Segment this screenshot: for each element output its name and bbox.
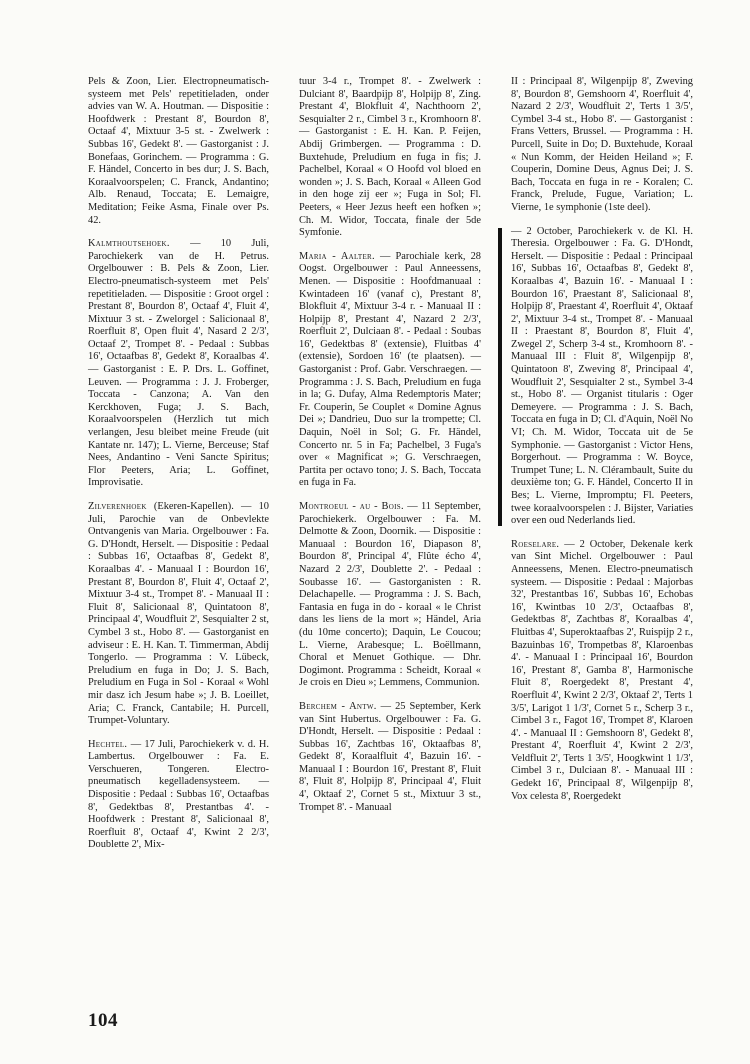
paragraph-text: — 11 September, Parochiekerk. Orgelbouwer : Fa. M. Delmotte & Zoon, Doornik. — Dispositie : Manuaal : Bourdon 16', Diapason 8', Bourdon 8', Principal 4', Flûte écho 4', Nazard 2 2/3', Doublette 2'. - Pedaal : Soubasse 16'. — Gastorganisten : R. Delachapelle. — Programma : J. S. Bach, Fantasia en fuga in do - koraal « le Christ dans les liens de la mort »; Händel, Aria (du 10me concerto); Daquin, Le Coucou; L. Vierne, Arabesque; L. Boëllmann, Choral et Menuet Gothique. — Dhr. Dogimont. Programma : Scheidt, Koraal « Je crois en Dieu »; Lemmens, Communion.	[299, 501, 481, 689]
paragraph	[88, 238, 269, 490]
paragraph-text: — Parochiale kerk, 28 Oogst. Orgelbouwer : Paul Anneessens, Menen. — Dispositie : Hoofdmanuaal : Kwintadeen 16' (vanaf c), Prestant 8', Blokfluit 4', Mixtuur 3-4 r. - Manuaal II : Holpijp 8', Prestant 4', Nazard 2 2/3', Roerfluit 2', Dulciaan 8'. - Pedaal : Soubas 16', Gedektbas 8' (extensie), Fluitbas 4' (extensie), Sordoen 16' (te plaatsen). — Gastorganist : Prof. Gabr. Verschraegen. — Programma : J. S. Bach, Preludium en fuga in la; G. Dufay, Alma Redemptoris Mater; Fr. Couperin, 5e Couplet « Domine Agnus Dei »; Dandrieu, Duo sur la trompette; Cl. Daquin, Noël in Sol; G. Fr. Händel, Concerto nr. 5 in Fa; Pachelbel, 3 Fuga's over « Magnificat »; G. Verschraegen, Partita per octavo tono; J. S. Bach, Toccata en fuga in Fa.	[299, 250, 481, 489]
text-column-1	[88, 76, 269, 863]
paragraph-text: — 10 Juli, Parochiekerk van de H. Petrus. Orgelbouwer : B. Pels & Zoon, Lier. Electro-pneumatisch-systeem met Pels' repetitieladen. — Dispositie : Groot orgel : Prestant 8', Bourdon 8', Octaaf 4', Fluit 4', Mixtuur 3 st. - Zwelorgel : Salicionaal 8', Roerfluit 8', Open fluit 4', Nasard 2 2/3', Octaaf 2', Trompet 8'. - Pedaal : Subbas 16', Octaafbas 8', Gedekt 8', Koraalbas 4'. — Gastorganist : E. P. Drs. L. Goffinet, Leuven. — Programma : J. J. Froberger, Toccata - Canzona; A. Van den Kerckhoven, Fuga; J. S. Bach, Koraalvoorspelen (Herzlich tut mich verlangen, Jesu bleibet meine Freude (uit Kantate nr. 147); L. Vierne, Berceuse; Staf Nees, Andantino - Veni Sancte Spiritus; Flor Peeters, Aria; L. Goffinet, Improvisatie.	[88, 238, 269, 489]
paragraph	[299, 76, 481, 240]
paragraph	[88, 76, 269, 227]
entry-title: Roeselare.	[511, 538, 560, 550]
entry-title: Berchem - Antw.	[299, 700, 377, 712]
page-number: 104	[88, 1010, 118, 1031]
paragraph-text: (Ekeren-Kapellen). — 10 Juli, Parochie van de Onbevlekte Ontvangenis van Maria. Orgelbouwer : Fa. G. D'Hondt, Herselt. — Dispositie : Pedaal : Subbas 16', Octaafbas 8', Gedekt 8', Koraalbas 4'. - Manuaal I : Bourdon 16', Prestant 8', Bourdon 8', Fluit 4', Octaaf 2', Mixtuur 3-4 st., Trompet 8'. - Manuaal II : Fluit 8', Salicionaal 8', Quintatoon 8', Principaal 4', Woudfluit 2', Sesquialter 2 st, Cymbel 3 st., Hobo 8'. — Gastorganist en adviseur : E. H. Kan. T. Timmerman, Abdij Tongerlo. — Programma : V. Lübeck, Preludium en fuga in Do; J. S. Bach, Preludium en Fuga in Sol - Koraal « Wohl mir dasz ich Jesum habe »; J. B. Loeillet, Aria; C. Franck, Cantabile; H. Purcell, Trumpet-Voluntary.	[88, 501, 269, 727]
paragraph-text: — 2 October, Parochiekerk v. de Kl. H. Theresia. Orgelbouwer : Fa. G. D'Hondt, Herselt. — Dispositie : Pedaal : Principaal 16', Subbas 16', Octaafbas 8', Gedekt 8', Koraalbas 4', Bazuin 16'. - Manuaal I : Bourdon 16', Praestant 8', Salicionaal 8', Holpijp 8', Praestant 4', Roerfluit 4', Oktaaf 2', Mixtuur 3-4 st., Trompet 8'. - Manuaal II : Praestant 8', Bourdon 8', Fluit 4', Zwegel 2', Scherp 3-4 st., Kromhoorn 8'. - Manuaal III : Fluit 8', Wilgenpijp 8', Quintatoon 8', Zweving 8', Principaal 4', Woudfluit 2', Sesquialter 2 st., Symbel 3-4 st., Hobo 8'. — Organist titularis : Oger Demeyere. — Programma : J. S. Bach, Toccata en fuga in D; Cl. d'Aquin, Noël No VI; Ch. M. Widor, Toccata uit de 5e Symphonie. — Gastorganist : Victor Hens, Borgerhout. — Programma : W. Boyce, Trumpet Tune; L. N. Clérambault, Suite du deuxième ton; G. F. Händel, Concerto II in Bes; L. Vierne, Impromptu; Fl. Peeters, twee koraalvoorspelen : J. Bijster, Variaties over een oud Nederlands lied.	[511, 225, 693, 527]
paragraph-text: tuur 3-4 r., Trompet 8'. - Zwelwerk : Dulciant 8', Baardpijp 8', Holpijp 8', Zing. Prestant 4', Blokfluit 4', Nachthoorn 2', Sesquialter 2 r., Cimbel 3 r., Kromhoorn 8'. — Gastorganist : E. H. Kan. P. Feijen, Abdij Grimbergen. — Programma : D. Buxtehude, Preludium en fuga in fis; J. Pachelbel, Koraal « O Hoofd vol bloed en wonden »; J. S. Bach, Koraal « Alleen God in den hoge zij eer »; Fuga in Sol; Fl. Peeters, « Heer Jezus heeft een hofken »; Ch. M. Widor, Toccata, finale der 5de Symfonie.	[299, 76, 481, 239]
paragraph-text: Pels & Zoon, Lier. Electropneumatisch-systeem met Pels' repetitieladen, onder advies van W. A. Houtman. — Dispositie : Hoofdwerk : Prestant 8', Bourdon 8', Octaaf 4', Mixtuur 3-5 st. - Zwelwerk : Subbas 16', Gedekt 8'. — Gastorganist : J. Bonefaas, Gorinchem. — Programma : G. F. Händel, Concerto in bes dur; J. S. Bach, Koraalvoorspelen; C. Franck, Andantino; Alb. Renaud, Toccata; E. Lemaigre, Meditation; Feike Asma, Finale over Ps. 42.	[88, 76, 269, 226]
paragraph-text: — 17 Juli, Parochiekerk v. d. H. Lambertus. Orgelbouwer : Fa. E. Verschueren, Tongeren. Electro-pneumatisch kegelladensysteem. — Dispositie : Pedaal : Subbas 16', Octaafbas 8', Gedektbas 8', Prestantbas 4'. - Hoofdwerk : Prestant 8', Salicionaal 8', Roerfluit 8', Octaaf 4', Kwint 2 2/3', Doublette 2', Mix-	[88, 738, 269, 851]
paragraph	[88, 739, 269, 852]
entry-title: Maria - Aalter.	[299, 250, 375, 262]
entry-title: Montroeul - au - Bois.	[299, 501, 404, 512]
marked-paragraph	[511, 226, 693, 528]
text-column-2	[299, 76, 481, 825]
paragraph-text: — 25 September, Kerk van Sint Hubertus. Orgelbouwer : Fa. G. D'Hondt, Herselt. — Dispositie : Pedaal : Subbas 16', Zachtbas 16', Oktaafbas 8', Gedekt 8', Koraalfluit 4', Bazuin 16'. - Manuaal I : Bourdon 16', Prestant 8', Fluit 8', Fluit 8', Holpijp 8', Principaal 4', Fluit 4', Oktaaf 2', Cornet 5 st., Mixtuur 3 st., Trompet 8'. - Manuaal	[299, 700, 481, 813]
entry-title: Hechtel.	[88, 738, 128, 750]
paragraph-text: — 2 October, Dekenale kerk van Sint Michel. Orgelbouwer : Paul Anneessens, Menen. Electro-pneumatisch systeem. — Dispositie : Pedaal : Majorbas 32', Prestantbas 16', Subbas 16', Echobas 16', Kwintbas 10 2/3', Octaafbas 8', Gedektbas 8', Zachtbas 8', Koraalbas 4', Fluitbas 4', Superoktaafbas 2', Ruispijp 2 r., Bazuinbas 16', Trompetbas 8', Klaroenbas 4'. - Manuaal I : Principaal 16', Bourdon 16', Prestant 8', Gamba 8', Harmonische Fluit 8', Roergedekt 8', Prestant 4', Roerfluit 4', Kwint 2 2/3', Oktaaf 2', Terts 1 3/5', Larigot 1 1/3', Cornet 5 r., Scherp 3 r., Cimbel 3 r., Fagot 16', Trompet 8', Klaroen 4'. - Manuaal II : Gemshoorn 8', Gedekt 8', Prestant 4', Roerfluit 4', Kwint 2 2/3', Veldfluit 2', Terts 1 3/5', Hoogkwint 1 1/3', Cimbel 3 r., Dulciaan 8'. - Manuaal III : Gedekt 16', Principaal 8', Wilgenpijp 8', Vox celesta 8', Roergedekt	[511, 538, 693, 802]
paragraph	[299, 701, 481, 814]
entry-title: Zilverenhoek	[88, 501, 147, 512]
paragraph	[88, 501, 269, 728]
paragraph	[299, 251, 481, 490]
paragraph-text: II : Principaal 8', Wilgenpijp 8', Zweving 8', Bourdon 8', Gemshoorn 4', Roerfluit 4', Nazard 2 2/3', Woudfluit 2', Terts 1 3/5', Cymbel 3-4 st., Hobo 8'. — Gastorganist : Frans Vetters, Brussel. — Programma : H. Purcell, Suite in Do; D. Buxtehude, Koraal « Nun Komm, der Heiden Heiland »; F. Couperin, Domine Deus, Agnus Dei; J. S. Bach, Toccata en fuga in re - Koralen; C. Franck, Prelude, Fugue, Variation; L. Vierne, 1e symphonie (1ste deel).	[511, 76, 693, 213]
entry-title: Kalmthoutsehoek.	[88, 238, 170, 250]
paragraph	[299, 501, 481, 690]
text-column-3	[511, 76, 693, 814]
paragraph	[511, 76, 693, 215]
paragraph	[511, 539, 693, 803]
